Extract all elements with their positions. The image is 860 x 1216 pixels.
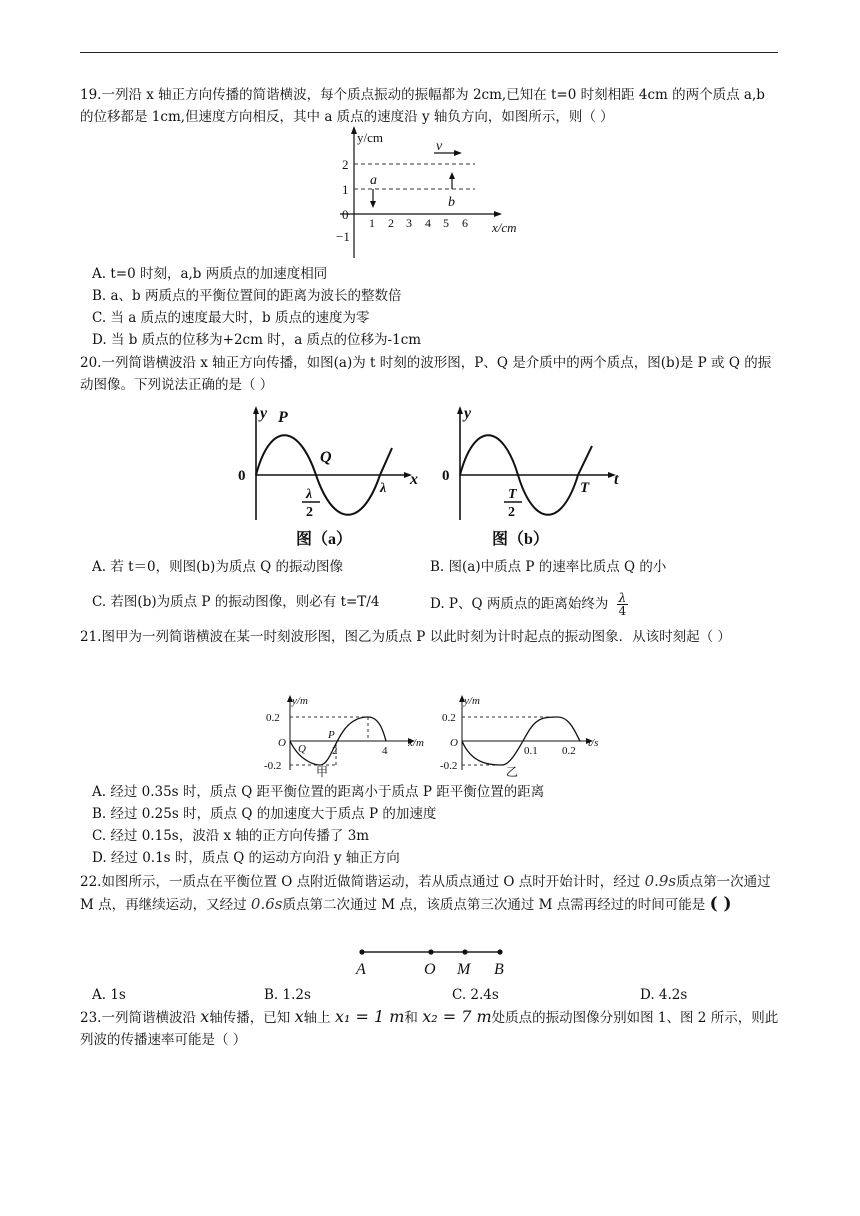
q21-figure-jia [256,694,436,778]
fraction-numerator: λ [618,591,627,605]
question-19-stem: 19.一列沿 x 轴正方向传播的简谐横波，每个质点振动的振幅都为 2cm,已知在 t=0 时刻相距 4cm 的两个质点 a,b 的位移都是 1cm,但速度方向相反，其中 a 质点的速度沿 y 轴负方向，如图所示，则（ ） [80,87,765,125]
q23-stem-part: 轴上 [303,1010,331,1026]
q20-option-b[interactable]: B. 图(a)中质点 P 的速率比质点 Q 的小 [430,559,667,575]
q21-option-c[interactable]: C. 经过 0.15s，波沿 x 轴的正方向传播了 3m [92,828,370,844]
q21jia-origin: O [278,737,286,749]
q23-stem-part: 轴传播，已知 [209,1010,291,1026]
q19-option-a[interactable]: A. t=0 时刻，a,b 两质点的加速度相同 [92,266,328,282]
q22-stem-part: 质点第二次通过 M 点，该质点第三次通过 M 点需再经过的时间可能是 [282,897,706,913]
q19-option-c[interactable]: C. 当 a 质点的速度最大时，b 质点的速度为零 [92,310,370,326]
q21-option-b[interactable]: B. 经过 0.25s 时，质点 Q 的加速度大于质点 P 的加速度 [92,806,437,822]
q21-option-d[interactable]: D. 经过 0.1s 时，质点 Q 的运动方向沿 y 轴正方向 [92,850,400,866]
q22-paren: ( ) [709,894,732,914]
q22-option-b[interactable]: B. 1.2s [264,987,311,1003]
q23-stem-part: 和 [404,1010,418,1026]
q22-point-m: M [457,961,471,978]
q20b-t-label: t [614,471,619,488]
q23-x2-eq: x₂ = 7 m [422,1007,492,1026]
q21jia-x2: 2 [332,745,338,757]
q21jia-p: P [328,729,335,741]
q20a-caption: 图（a） [296,531,353,548]
q20a-origin: 0 [238,468,246,484]
q19-x-tick: 3 [406,216,412,230]
q22-point-o: O [424,961,436,978]
q21jia-q: Q [298,743,306,755]
q19-x-tick: 6 [462,216,468,230]
q19-y-tick: 0 [342,207,349,222]
lambda-over-4 [617,592,629,617]
q19-y-label: y/cm [357,130,383,145]
q20-option-d[interactable] [430,592,628,617]
q20a-half-den: 2 [306,505,313,520]
q21yi-origin: O [450,737,458,749]
q19-x-tick: 2 [388,216,394,230]
q19-option-b[interactable]: B. a、b 两质点的平衡位置间的距离为波长的整数倍 [92,288,402,304]
q21yi-t-label: t/s [588,737,599,749]
q20b-half-num: T [508,487,517,502]
q22-point-b: B [494,961,504,978]
q22-option-c[interactable]: C. 2.4s [452,987,499,1003]
q22-point-a: A [356,961,366,978]
q20-option-c[interactable]: C. 若图(b)为质点 P 的振动图像，则必有 t=T/4 [92,594,380,610]
q21jia-x4: 4 [382,745,388,757]
q20b-caption: 图（b） [492,531,549,548]
q23-x-var: x [294,1007,304,1026]
q20b-half-den: 2 [508,505,515,520]
q20-figure-a [232,402,428,552]
q19-x-tick: 5 [443,216,449,230]
question-21-stem: 21.图甲为一列简谐横波在某一时刻波形图，图乙为质点 P 以此时刻为计时起点的振动图象．从该时刻起（ ） [80,629,731,645]
q19-y-tick: 1 [342,182,349,197]
question-22-stem [80,870,780,916]
q22-stem-part: 质点第一次通过 M 点，再继续运动，又经过 [80,874,771,913]
q21yi-t1: 0.1 [524,745,538,757]
q19-x-tick: 1 [369,216,375,230]
q20a-y-label: y [260,405,268,422]
q21jia-y-label: y/m [292,695,308,707]
q22-time-2: 0.6s [250,895,283,913]
question-23-stem [80,1006,780,1051]
q19-y-tick: −1 [336,229,350,244]
q19-y-tick: 2 [342,157,349,172]
q21jia-y-bot: -0.2 [264,760,282,772]
q20b-y-label: y [464,405,472,422]
q19-x-label: x/cm [492,220,517,235]
q23-x1-eq: x₁ = 1 m [334,1007,405,1026]
q19-point-a: a [370,173,377,188]
q21jia-x-label: x/m [408,737,424,749]
top-rule [80,52,778,53]
q20a-x-label: x [410,471,418,488]
q19-option-d[interactable]: D. 当 b 质点的位移为+2cm 时，a 质点的位移为-1cm [92,332,422,348]
q20a-half-num: λ [306,487,313,502]
q23-stem-part: 处质点的振动图像分别如图 1、图 2 所示，则此列波的传播速率可能是（ ） [80,1010,779,1048]
q20b-end: T [580,480,590,496]
q21jia-y-top: 0.2 [266,712,280,724]
q19-point-b: b [448,195,455,210]
q22-option-d[interactable]: D. 4.2s [640,987,688,1003]
q21-option-a[interactable]: A. 经过 0.35s 时，质点 Q 距平衡位置的距离小于质点 P 距平衡位置的距离 [92,784,545,800]
q23-stem-part: 23.一列简谐横波沿 [80,1010,196,1026]
q21yi-t2: 0.2 [562,745,576,757]
q22-stem-part: 22.如图所示，一质点在平衡位置 O 点附近做简谐运动，若从质点通过 O 点时开始计时，经过 [80,874,641,890]
q23-x-var: x [200,1007,210,1026]
q21-figure-yi [440,694,620,778]
q21jia-caption: 甲 [316,765,329,779]
q19-figure [330,126,540,262]
q20a-q-label: Q [320,449,332,466]
q20-option-d-text: D. P、Q 两质点的距离始终为 [430,596,609,612]
q21yi-y-top: 0.2 [442,712,456,724]
q20a-p-label: P [278,409,288,426]
q20-option-a[interactable]: A. 若 t＝0，则图(b)为质点 Q 的振动图像 [92,559,343,575]
q21yi-y-label: y/m [464,695,480,707]
q19-x-tick: 4 [425,216,431,230]
q22-time-1: 0.9s [644,872,677,890]
q20a-end: λ [380,481,387,496]
q19-v-label: v [436,139,443,154]
q20b-origin: 0 [442,468,450,484]
q21yi-y-bot: -0.2 [440,760,458,772]
q20-figure-b [442,402,642,552]
q22-figure [352,944,512,980]
fraction-denominator: 4 [618,604,627,618]
q21yi-caption: 乙 [506,765,519,779]
question-20-stem: 20.一列简谐横波沿 x 轴正方向传播，如图(a)为 t 时刻的波形图，P、Q 是介质中的两个质点，图(b)是 P 或 Q 的振动图像。下列说法正确的是（ ） [80,355,772,393]
q22-option-a[interactable]: A. 1s [92,987,126,1003]
